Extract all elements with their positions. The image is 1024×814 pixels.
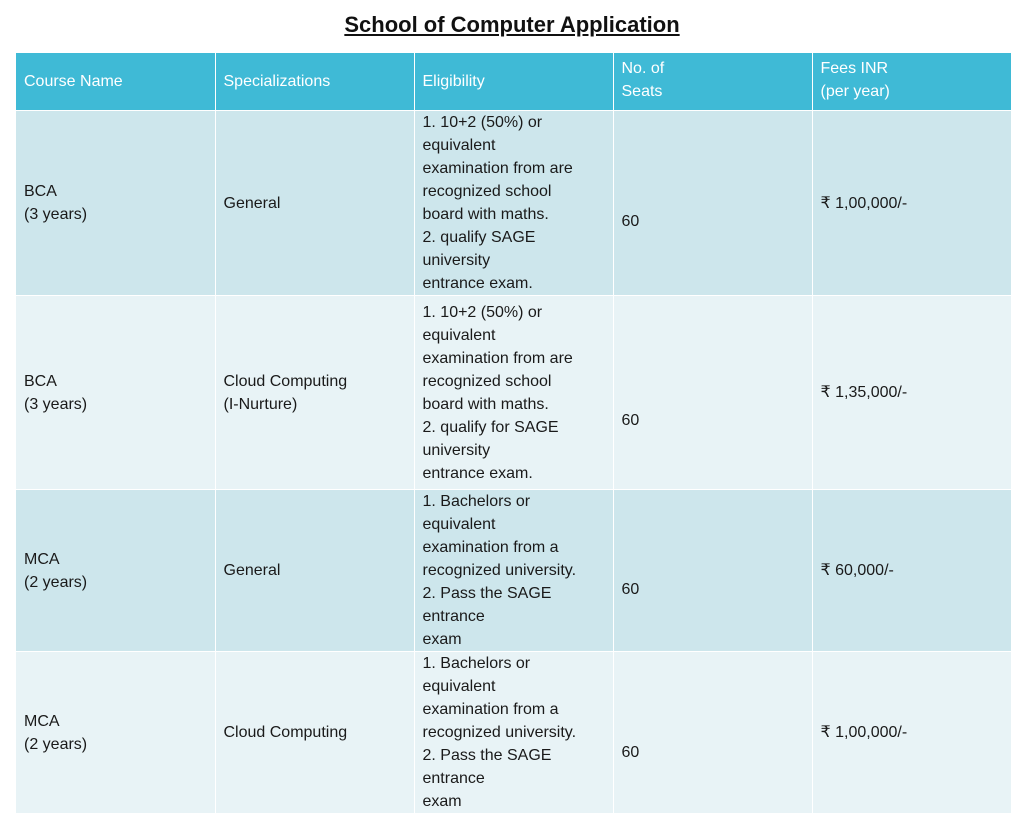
header-eligibility: Eligibility [414, 53, 613, 111]
specialization-cell [215, 490, 414, 652]
table-header-row [16, 53, 1011, 111]
header-seats-line1: No. of [621, 60, 665, 77]
header-seats [613, 53, 812, 111]
eligibility-line: 1. 10+2 (50%) or equivalent [422, 303, 543, 344]
eligibility-line: entrance exam. [422, 464, 533, 482]
eligibility-line: recognized school [422, 372, 552, 390]
eligibility-line: entrance exam. [422, 275, 533, 292]
course-cell [16, 296, 215, 490]
eligibility-cell [414, 296, 613, 490]
course-cell [16, 652, 215, 814]
course-name: MCA [24, 712, 60, 730]
specialization-cell [215, 296, 414, 490]
course-cell [16, 490, 215, 652]
eligibility-cell [414, 111, 613, 296]
header-course-name: Course Name [16, 53, 215, 111]
eligibility-cell [414, 490, 613, 652]
eligibility-line: 2. Pass the SAGE entrance [422, 585, 552, 625]
eligibility-line: recognized university. [422, 562, 577, 579]
eligibility-line: recognized university. [422, 724, 577, 741]
header-fees-line1: Fees INR [820, 60, 889, 77]
course-duration: (2 years) [24, 573, 88, 591]
seats-cell: 60 [613, 111, 812, 296]
eligibility-line: examination from a [422, 701, 559, 718]
seats-cell: 60 [613, 296, 812, 490]
fee-cell: ₹ 1,35,000/- [812, 296, 1011, 490]
header-fees [812, 53, 1011, 111]
eligibility-line: examination from a [422, 539, 559, 556]
specialization-name: Cloud Computing [223, 724, 348, 741]
eligibility-line: board with maths. [422, 395, 549, 413]
eligibility-line: examination from are [422, 160, 573, 177]
fee-cell: ₹ 60,000/- [812, 490, 1011, 652]
eligibility-line: exam [422, 631, 462, 648]
specialization-name: General [223, 562, 281, 579]
specialization-name: General [223, 194, 281, 212]
eligibility-line: 2. Pass the SAGE entrance [422, 747, 552, 787]
eligibility-line: 2. qualify SAGE university [422, 229, 536, 269]
eligibility-line: 1. 10+2 (50%) or equivalent [422, 114, 543, 154]
eligibility-line: exam [422, 793, 462, 810]
seats-cell: 60 [613, 490, 812, 652]
table-row [16, 296, 1011, 490]
eligibility-line: 1. Bachelors or equivalent [422, 655, 531, 695]
course-name: BCA [24, 372, 57, 390]
course-cell [16, 111, 215, 296]
eligibility-line: examination from are [422, 349, 573, 367]
specialization-cell [215, 111, 414, 296]
page-title: School of Computer Application [344, 12, 680, 37]
course-name: BCA [24, 183, 57, 200]
course-duration: (2 years) [24, 735, 88, 753]
course-name: MCA [24, 550, 60, 568]
eligibility-line: recognized school [422, 183, 552, 200]
table-row [16, 490, 1011, 652]
eligibility-line: 1. Bachelors or equivalent [422, 493, 531, 533]
seats-cell: 60 [613, 652, 812, 814]
course-duration: (3 years) [24, 206, 88, 223]
eligibility-line: 2. qualify for SAGE [422, 418, 559, 436]
table-row [16, 652, 1011, 814]
specialization-name: Cloud Computing [223, 372, 348, 390]
specialization-cell [215, 652, 414, 814]
eligibility-line: university [422, 441, 491, 459]
header-seats-line2: Seats [621, 83, 663, 100]
specialization-subname: (I-Nurture) [223, 395, 298, 413]
header-fees-line2: (per year) [820, 83, 890, 100]
eligibility-cell [414, 652, 613, 814]
fee-cell: ₹ 1,00,000/- [812, 652, 1011, 814]
header-specializations: Specializations [215, 53, 414, 111]
course-fee-table [16, 53, 1012, 814]
eligibility-line: board with maths. [422, 206, 549, 223]
table-row [16, 111, 1011, 296]
course-duration: (3 years) [24, 395, 88, 413]
fee-cell: ₹ 1,00,000/- [812, 111, 1011, 296]
